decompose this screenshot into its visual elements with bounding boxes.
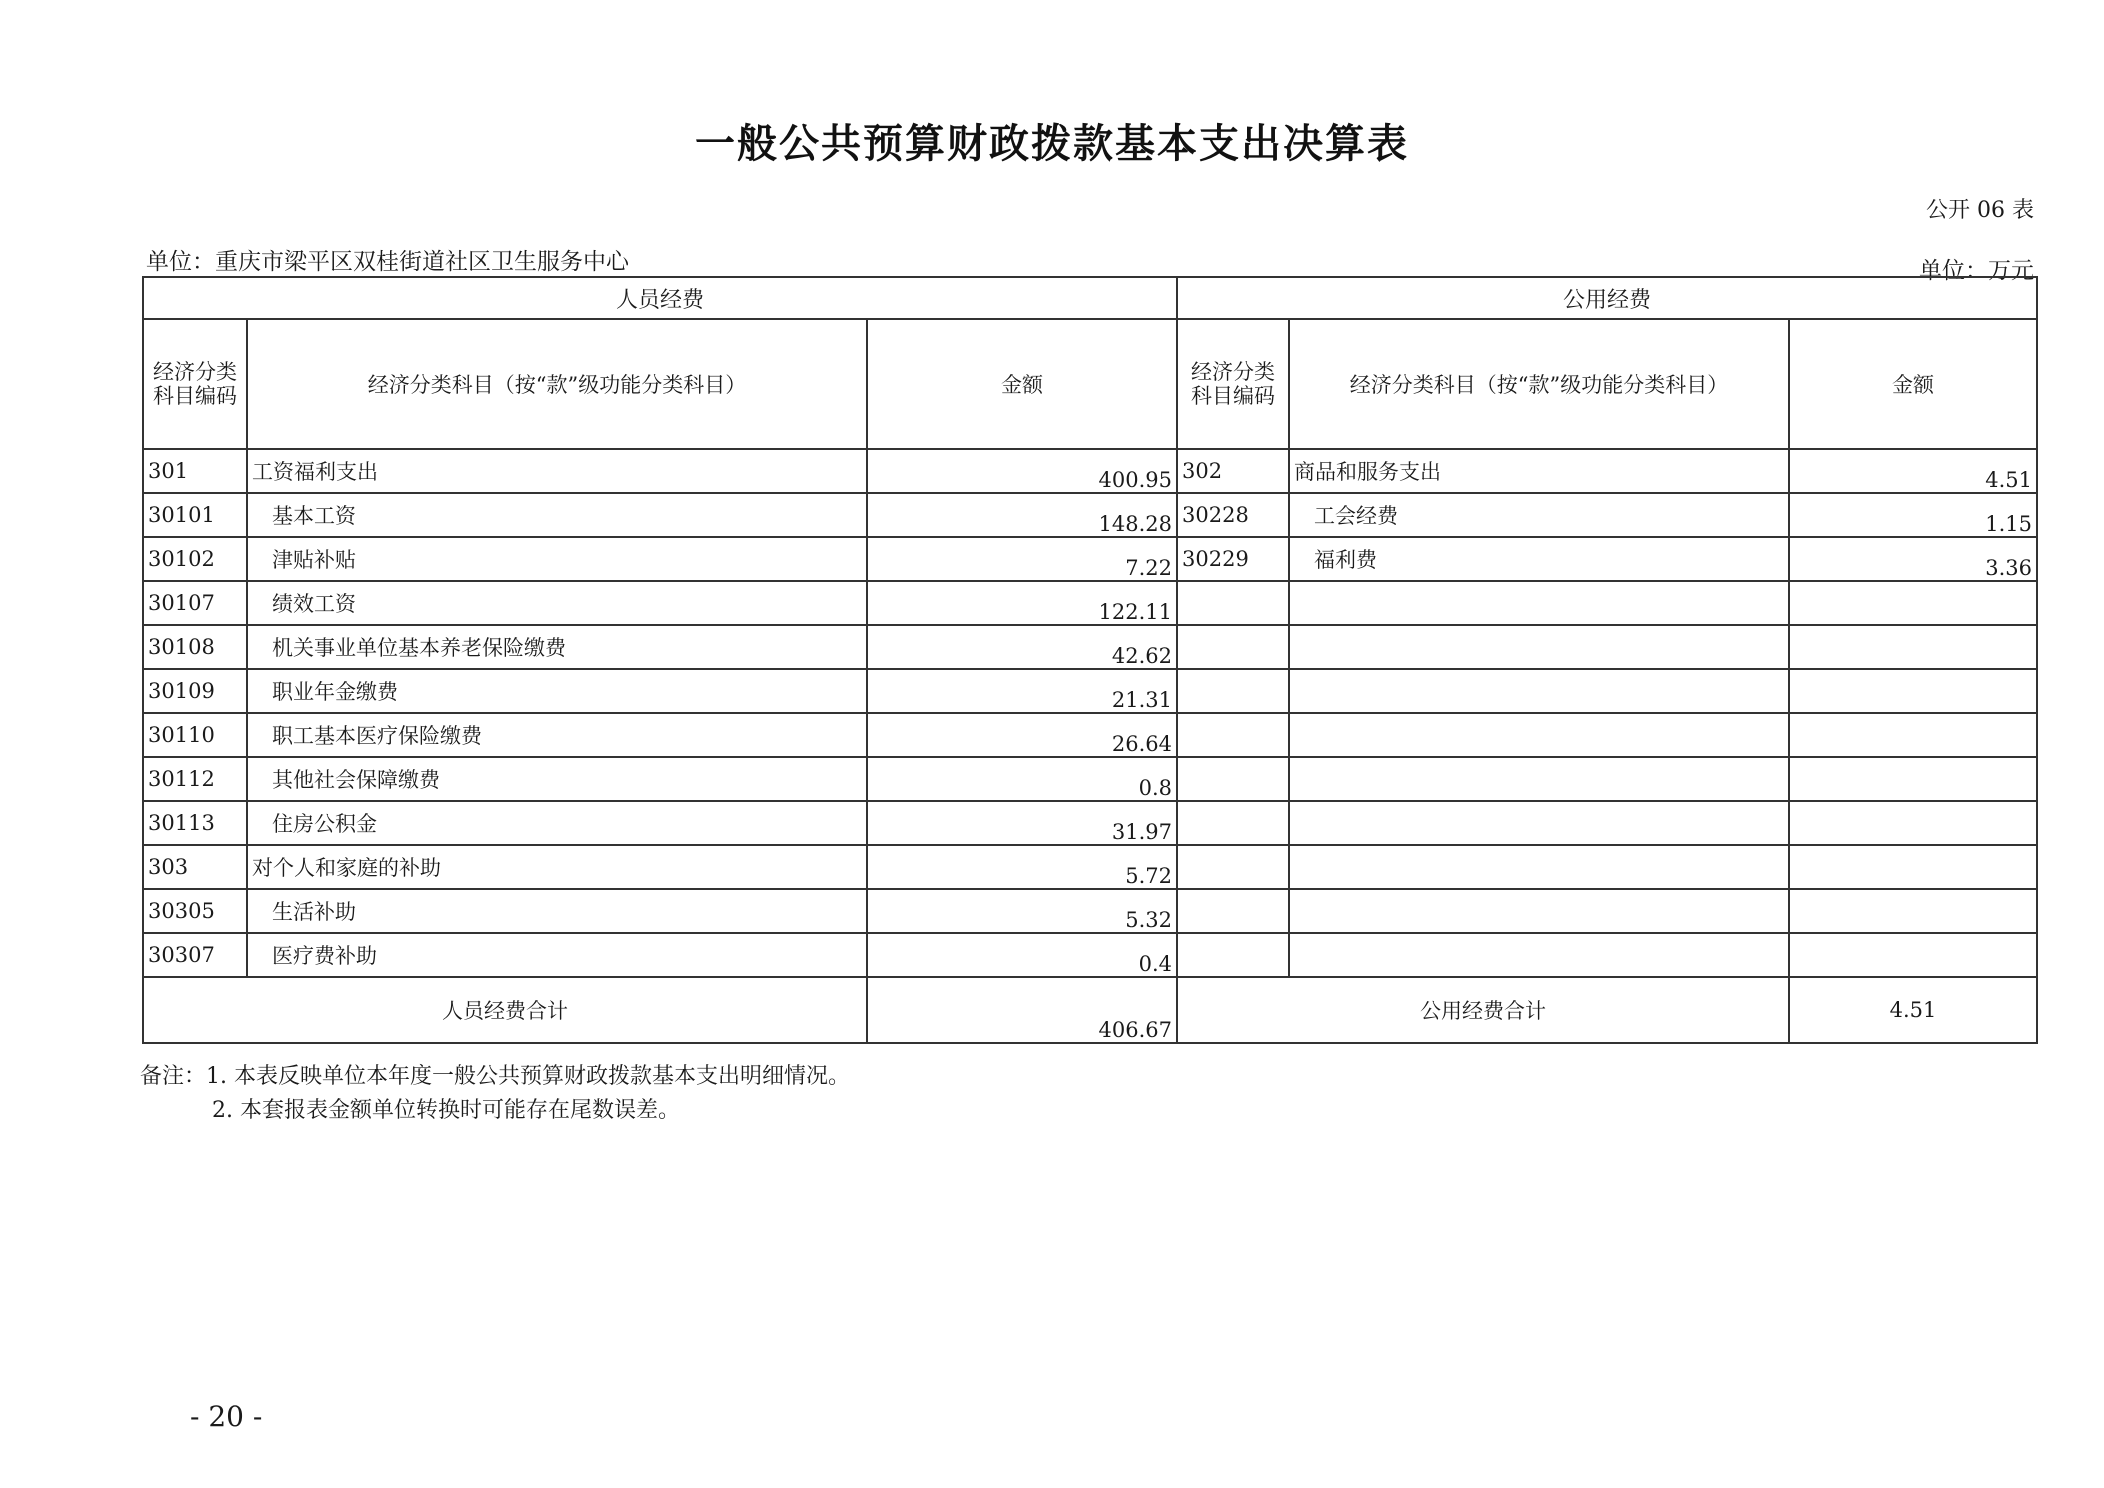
- table-row: [143, 669, 2037, 713]
- personnel-amount: 0.8: [867, 757, 1177, 801]
- personnel-name-header: 经济分类科目（按“款”级功能分类科目）: [247, 319, 867, 449]
- public-name: [1289, 713, 1789, 757]
- personnel-amount: 7.22: [867, 537, 1177, 581]
- table-row: [143, 845, 2037, 889]
- public-group-header: 公用经费: [1177, 277, 2037, 319]
- public-amount: 4.51: [1789, 449, 2037, 493]
- public-name-header: 经济分类科目（按“款”级功能分类科目）: [1289, 319, 1789, 449]
- public-name: [1289, 581, 1789, 625]
- personnel-name: 其他社会保障缴费: [247, 757, 867, 801]
- personnel-code: 303: [143, 845, 247, 889]
- public-total-label: 公用经费合计: [1177, 977, 1789, 1043]
- personnel-code: 30107: [143, 581, 247, 625]
- public-code: [1177, 757, 1289, 801]
- public-amount: [1789, 845, 2037, 889]
- personnel-code: 30112: [143, 757, 247, 801]
- note-2: 2. 本套报表金额单位转换时可能存在尾数误差。: [212, 1098, 680, 1123]
- personnel-code: 30101: [143, 493, 247, 537]
- public-amount: 3.36: [1789, 537, 2037, 581]
- note-1: 备注：1. 本表反映单位本年度一般公共预算财政拨款基本支出明细情况。: [140, 1064, 850, 1089]
- public-amount: [1789, 889, 2037, 933]
- public-code: [1177, 625, 1289, 669]
- personnel-code: 30108: [143, 625, 247, 669]
- personnel-name: 绩效工资: [247, 581, 867, 625]
- public-code: 30229: [1177, 537, 1289, 581]
- public-amount: [1789, 669, 2037, 713]
- table-row: [143, 493, 2037, 537]
- personnel-code: 30113: [143, 801, 247, 845]
- personnel-code: 30305: [143, 889, 247, 933]
- public-name: 工会经费: [1289, 493, 1789, 537]
- notes: [140, 1060, 850, 1128]
- currency-unit: 单位：万元: [1919, 258, 2034, 284]
- table-row: [143, 801, 2037, 845]
- table-row: [143, 757, 2037, 801]
- personnel-amount: 0.4: [867, 933, 1177, 977]
- public-amount: [1789, 801, 2037, 845]
- public-amount: [1789, 757, 2037, 801]
- public-name: [1289, 801, 1789, 845]
- public-amount: [1789, 625, 2037, 669]
- table-row: [143, 581, 2037, 625]
- public-name: [1289, 889, 1789, 933]
- personnel-code: 30109: [143, 669, 247, 713]
- personnel-amount: 42.62: [867, 625, 1177, 669]
- totals-row: [143, 977, 2037, 1043]
- personnel-amount-header: 金额: [867, 319, 1177, 449]
- personnel-amount: 122.11: [867, 581, 1177, 625]
- personnel-group-header: 人员经费: [143, 277, 1177, 319]
- public-name: [1289, 669, 1789, 713]
- table-row: [143, 625, 2037, 669]
- public-code: [1177, 933, 1289, 977]
- personnel-code: 30307: [143, 933, 247, 977]
- personnel-amount: 21.31: [867, 669, 1177, 713]
- table-row: [143, 449, 2037, 493]
- public-code: [1177, 581, 1289, 625]
- personnel-code-header: 经济分类科目编码: [143, 319, 247, 449]
- public-total-amount: 4.51: [1789, 977, 2037, 1043]
- public-name: [1289, 757, 1789, 801]
- public-code-header: 经济分类科目编码: [1177, 319, 1289, 449]
- public-code: [1177, 801, 1289, 845]
- public-code: [1177, 889, 1289, 933]
- public-name: 福利费: [1289, 537, 1789, 581]
- public-amount: [1789, 581, 2037, 625]
- page-number: - 20 -: [190, 1400, 263, 1433]
- public-code: [1177, 713, 1289, 757]
- personnel-code: 30102: [143, 537, 247, 581]
- table-row: [143, 713, 2037, 757]
- personnel-name: 职工基本医疗保险缴费: [247, 713, 867, 757]
- personnel-name: 对个人和家庭的补助: [247, 845, 867, 889]
- public-code: [1177, 845, 1289, 889]
- personnel-amount: 5.72: [867, 845, 1177, 889]
- reporting-unit: 单位：重庆市梁平区双桂街道社区卫生服务中心: [146, 249, 629, 275]
- personnel-total-label: 人员经费合计: [143, 977, 867, 1043]
- personnel-name: 医疗费补助: [247, 933, 867, 977]
- personnel-code: 301: [143, 449, 247, 493]
- public-name: [1289, 933, 1789, 977]
- personnel-name: 津贴补贴: [247, 537, 867, 581]
- public-amount: 1.15: [1789, 493, 2037, 537]
- public-name: [1289, 845, 1789, 889]
- personnel-name: 生活补助: [247, 889, 867, 933]
- expenditure-table: [142, 276, 2038, 1044]
- personnel-amount: 400.95: [867, 449, 1177, 493]
- public-code: [1177, 669, 1289, 713]
- personnel-name: 基本工资: [247, 493, 867, 537]
- personnel-name: 工资福利支出: [247, 449, 867, 493]
- personnel-name: 机关事业单位基本养老保险缴费: [247, 625, 867, 669]
- personnel-amount: 26.64: [867, 713, 1177, 757]
- public-name: [1289, 625, 1789, 669]
- personnel-amount: 148.28: [867, 493, 1177, 537]
- personnel-amount: 31.97: [867, 801, 1177, 845]
- table-row: [143, 933, 2037, 977]
- personnel-name: 住房公积金: [247, 801, 867, 845]
- public-name: 商品和服务支出: [1289, 449, 1789, 493]
- table-row: [143, 537, 2037, 581]
- public-code: 30228: [1177, 493, 1289, 537]
- page-title: 一般公共预算财政拨款基本支出决算表: [695, 121, 1409, 167]
- form-number: 公开 06 表: [1926, 198, 2034, 223]
- public-amount: [1789, 713, 2037, 757]
- personnel-name: 职业年金缴费: [247, 669, 867, 713]
- public-code: 302: [1177, 449, 1289, 493]
- table-row: [143, 889, 2037, 933]
- personnel-amount: 5.32: [867, 889, 1177, 933]
- public-amount-header: 金额: [1789, 319, 2037, 449]
- public-amount: [1789, 933, 2037, 977]
- personnel-total-amount: 406.67: [867, 977, 1177, 1043]
- personnel-code: 30110: [143, 713, 247, 757]
